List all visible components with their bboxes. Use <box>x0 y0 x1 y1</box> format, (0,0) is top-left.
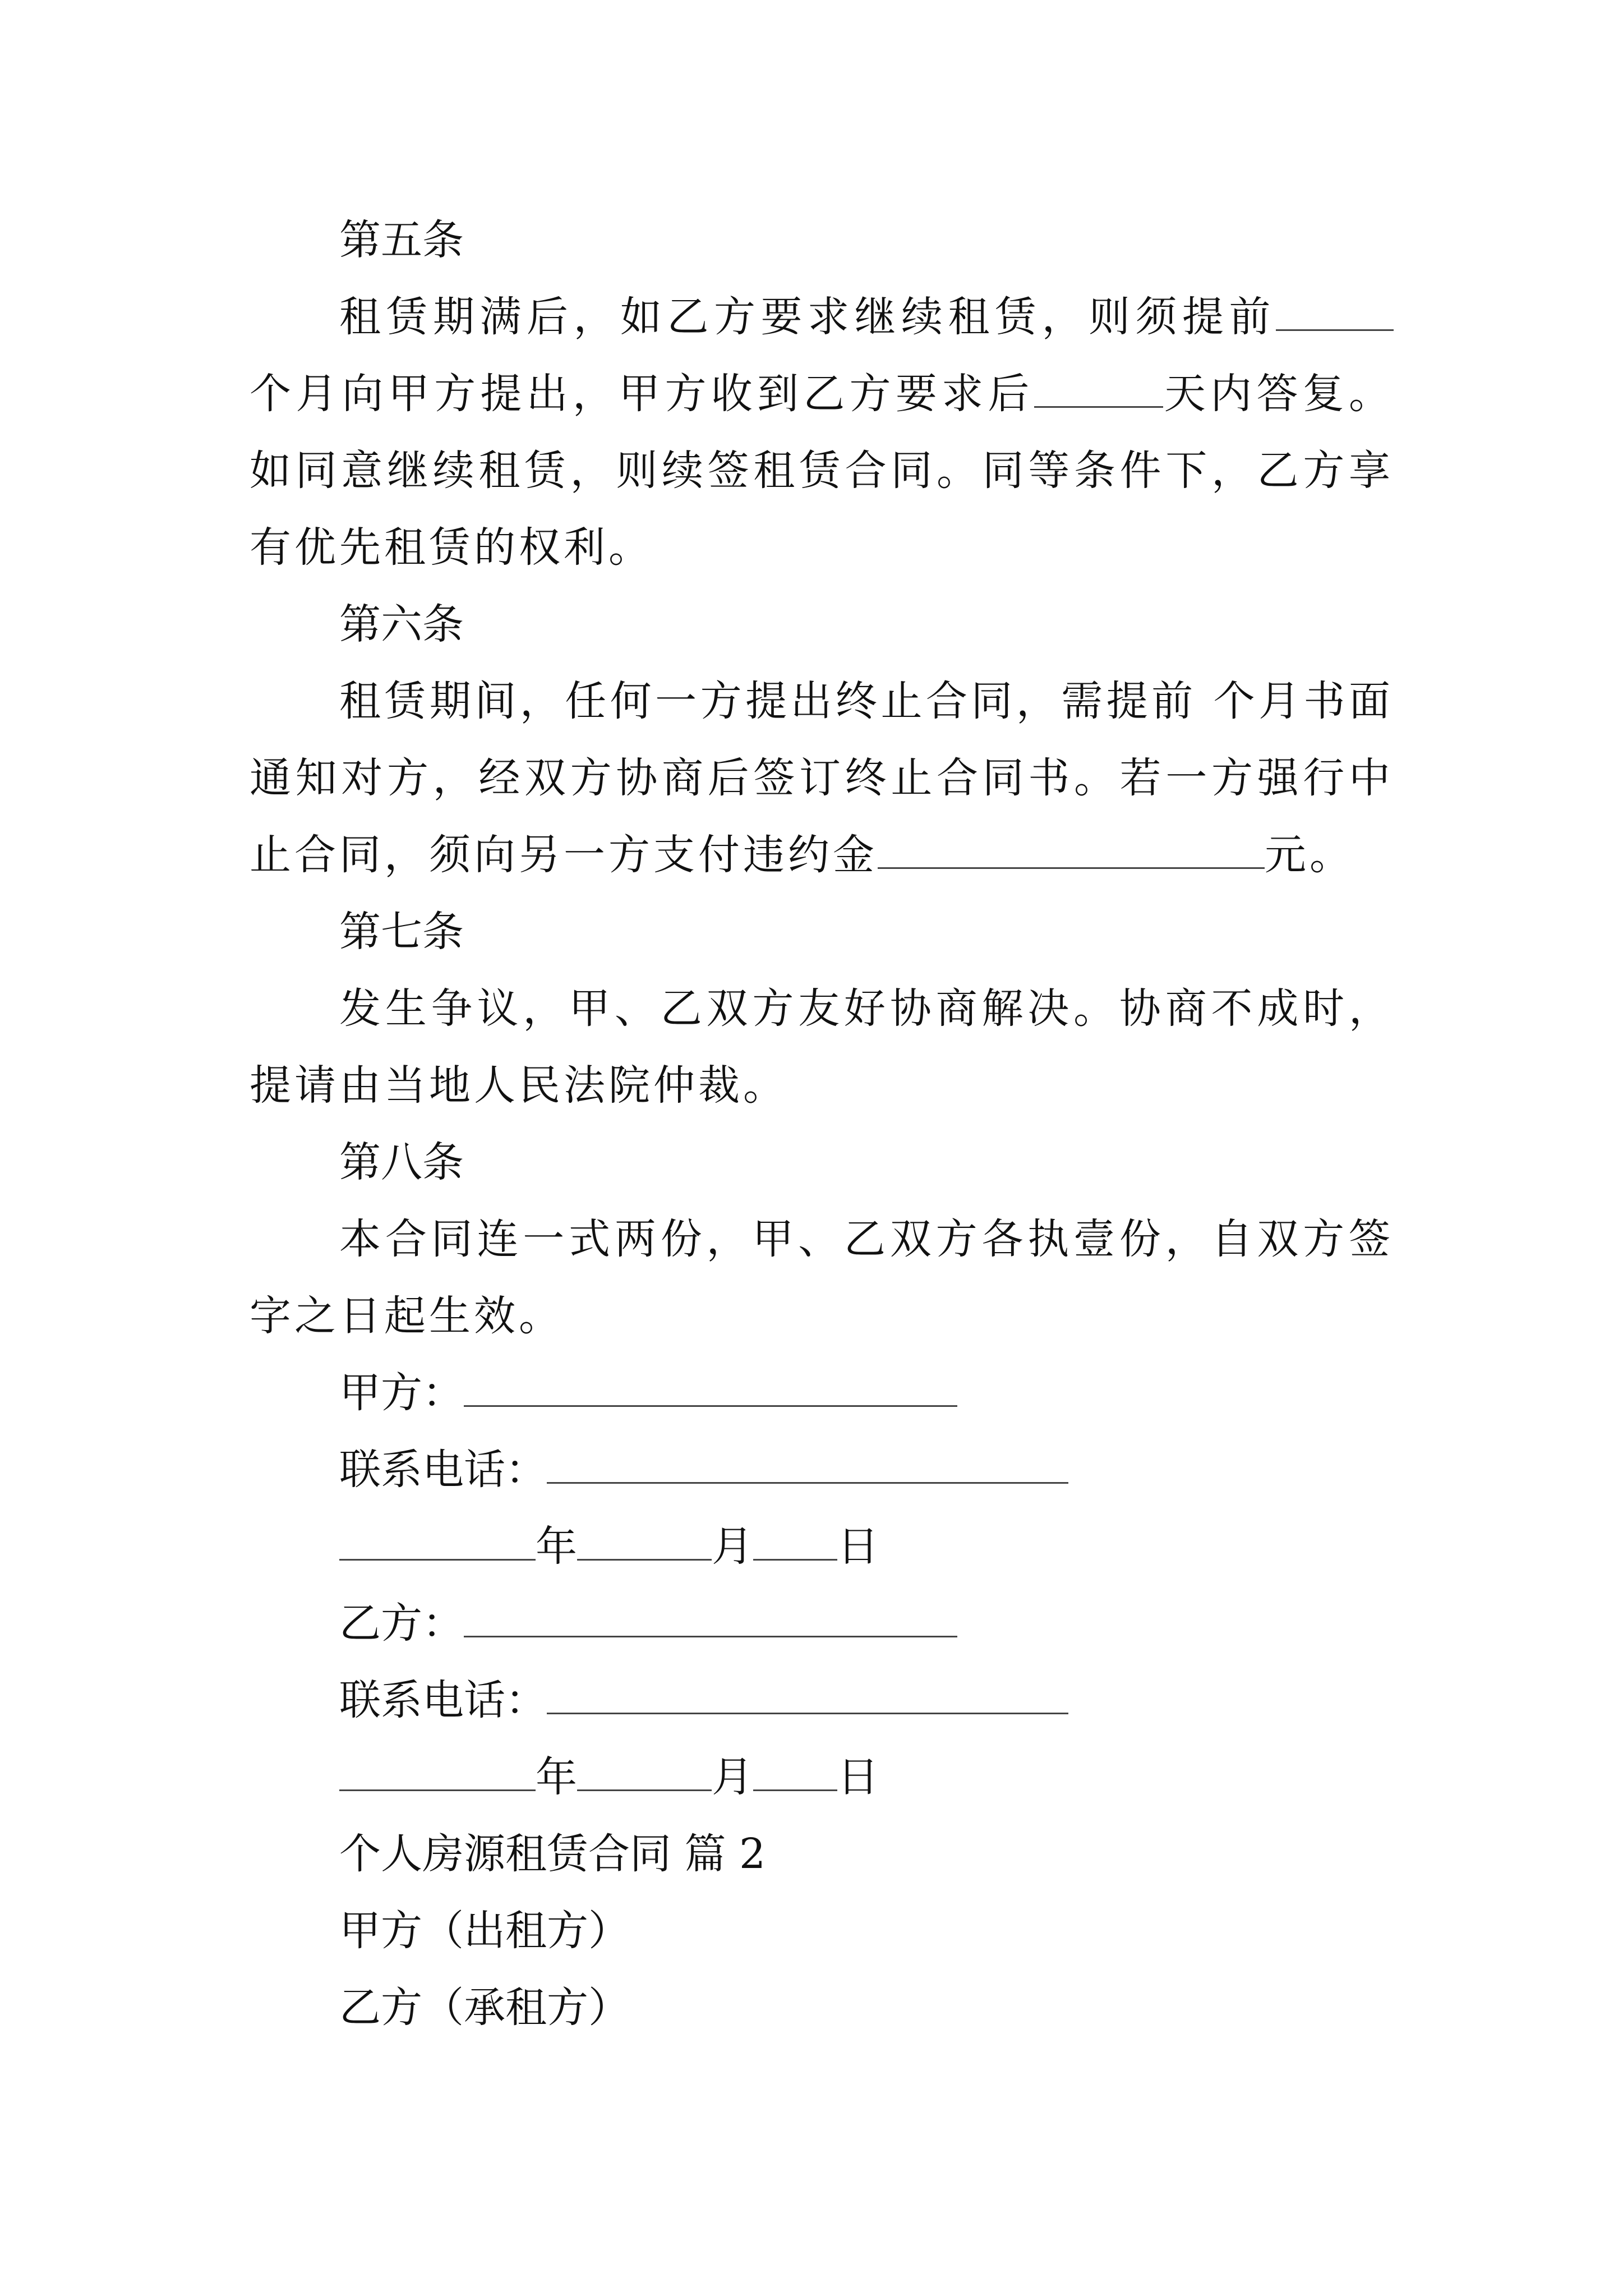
article-5-heading: 第五条 <box>339 216 464 264</box>
article-6-text-b: 元。 <box>1265 831 1354 879</box>
party-a-month-blank[interactable] <box>577 1524 712 1561</box>
article-6-text-a: 租赁期间，任何一方提出终止合同，需提前 个月书面通知对方，经双方协商后签订终止合同书。若一方强行中止合同，须向另一方支付违约金 <box>250 677 1394 879</box>
party-b-phone-line <box>250 1662 1394 1739</box>
party-a-phone-blank[interactable] <box>547 1447 1068 1484</box>
party-b-date-line <box>250 1739 1394 1816</box>
party-a-month-label: 月 <box>712 1522 753 1571</box>
article-8-heading: 第八条 <box>339 1138 464 1186</box>
party-b-phone-label: 联系电话： <box>339 1676 547 1724</box>
party-a-label: 甲方： <box>339 1369 464 1417</box>
contract-page <box>250 202 1394 2046</box>
lessee-label: 乙方（承租方） <box>339 1984 630 2032</box>
article-8-text: 本合同连一式两份，甲、乙双方各执壹份，自双方签字之日起生效。 <box>250 1215 1394 1340</box>
article-7-text: 发生争议，甲、乙双方友好协商解决。协商不成时，提请由当地人民法院仲裁。 <box>250 984 1394 1110</box>
next-contract-title: 个人房源租赁合同 篇 2 <box>339 1830 766 1878</box>
party-b-year-blank[interactable] <box>339 1755 536 1791</box>
article-5-text-c: 天内答复。如同意继续租赁，则续签租赁合同。同等条件下，乙方享有优先租赁的权利。 <box>250 370 1394 572</box>
article-6-text <box>250 663 1394 894</box>
article-6-heading: 第六条 <box>339 600 464 648</box>
party-b-year-label: 年 <box>536 1753 577 1801</box>
party-b-label: 乙方： <box>339 1599 464 1648</box>
party-a-date-line <box>250 1508 1394 1585</box>
article-5-text-a: 租赁期满后，如乙方要求继续租赁，则须提前 <box>339 293 1276 341</box>
article-5-text <box>250 279 1394 586</box>
party-a-phone-label: 联系电话： <box>339 1446 547 1494</box>
party-a-year-label: 年 <box>536 1522 577 1571</box>
party-b-day-label: 日 <box>837 1753 879 1801</box>
lessor-label: 甲方（出租方） <box>339 1907 630 1955</box>
party-a-day-blank[interactable] <box>753 1524 837 1561</box>
party-a-year-blank[interactable] <box>339 1524 536 1561</box>
party-b-month-label: 月 <box>712 1753 753 1801</box>
party-b-day-blank[interactable] <box>753 1755 837 1791</box>
party-a-day-label: 日 <box>837 1522 879 1571</box>
months-notice-blank[interactable] <box>1276 295 1394 331</box>
reply-days-blank[interactable] <box>1034 371 1163 408</box>
article-7-heading: 第七条 <box>339 908 464 956</box>
party-b-month-blank[interactable] <box>577 1755 712 1791</box>
party-b-phone-blank[interactable] <box>547 1678 1068 1714</box>
article-5-text-b: 个月向甲方提出，甲方收到乙方要求后 <box>250 370 1034 418</box>
party-a-name-blank[interactable] <box>464 1370 957 1407</box>
party-b-line <box>250 1585 1394 1662</box>
party-a-line <box>250 1355 1394 1432</box>
party-a-phone-line <box>250 1432 1394 1508</box>
party-b-name-blank[interactable] <box>464 1601 957 1637</box>
penalty-amount-blank[interactable] <box>878 832 1265 869</box>
